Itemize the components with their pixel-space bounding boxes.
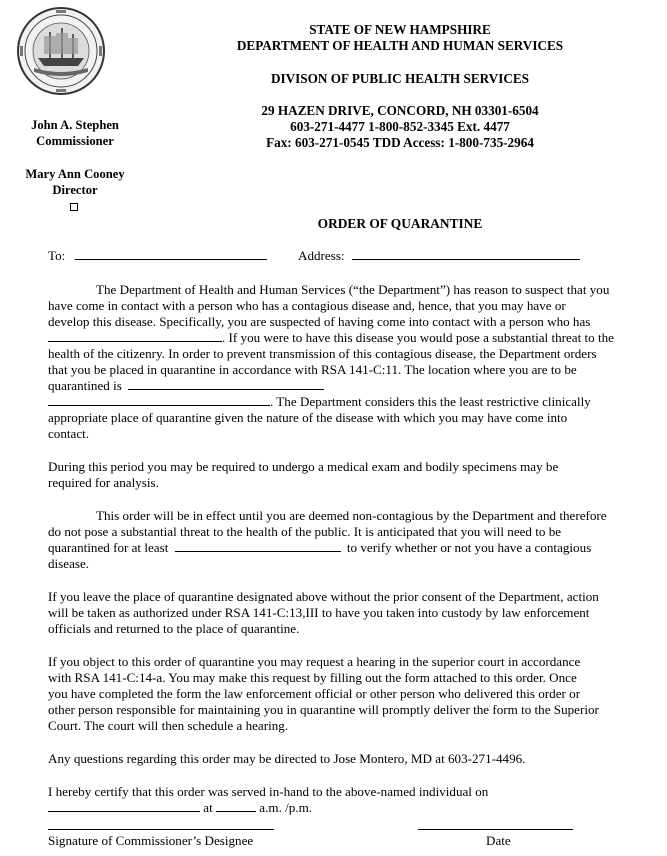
certify-ampm: a.m. /p.m.	[259, 800, 313, 815]
para1-line5: health of the citizenry. In order to prevent transmission of this contagious disease, the Department orders	[48, 346, 597, 361]
para1-line9: appropriate place of quarantine given the nature of the disease with which you may have come into	[48, 410, 568, 425]
para2-line1: During this period you may be required to undergo a medical exam and bodily specimens may be	[48, 459, 559, 474]
para4-line1: If you leave the place of quarantine designated above without the prior consent of the Department, action	[48, 589, 599, 604]
para3-line1: This order will be in effect until you are deemed non-contagious by the Department and therefore	[96, 508, 607, 523]
para1-line1: The Department of Health and Human Services (“the Department”) has reason to suspect that you	[96, 282, 610, 297]
header-department: DEPARTMENT OF HEALTH AND HUMAN SERVICES	[236, 38, 564, 53]
address-field[interactable]	[352, 248, 580, 260]
para3-line3	[48, 540, 591, 556]
para4-line3: officials and returned to the place of quarantine.	[48, 621, 300, 636]
para1-line2: have come in contact with a person who has a contagious disease and, hence, that you may have or	[48, 298, 566, 313]
address-label: Address:	[298, 248, 345, 263]
para3-line3a: quarantined for at least	[48, 540, 169, 555]
para2-line2: required for analysis.	[48, 475, 159, 490]
para1-line7	[48, 378, 324, 394]
para3-line4: disease.	[48, 556, 90, 571]
para1-line8-text: . The Department considers this the least restrictive clinically	[270, 394, 591, 409]
date-line[interactable]	[418, 829, 573, 830]
para1-line7-text: quarantined is	[48, 378, 122, 393]
para5-line1: If you object to this order of quarantine you may request a hearing in the superior court in accordance	[48, 654, 581, 669]
date-label: Date	[486, 833, 511, 848]
director-name: Mary Ann Cooney	[25, 167, 125, 181]
commissioner-title: Commissioner	[36, 134, 114, 148]
para5-line5: Court. The court will then schedule a hearing.	[48, 718, 289, 733]
para1-line3: develop this disease. Specifically, you are suspected of having come into contact with a person who has	[48, 314, 591, 329]
signature-label: Signature of Commissioner’s Designee	[48, 833, 254, 848]
para5-line4: other person responsible for maintaining you in quarantine will promptly deliver the form to the Superior	[48, 702, 599, 717]
para3-line3b: to verify whether or not you have a contagious	[346, 540, 592, 555]
quarantine-location-field-2[interactable]	[48, 394, 270, 406]
served-date-field[interactable]	[48, 800, 200, 812]
certify-line2	[48, 800, 312, 816]
certify-at: at	[203, 800, 213, 815]
state-seal-icon	[16, 6, 106, 96]
served-time-field[interactable]	[216, 800, 256, 812]
header-phones: 603-271-4477 1-800-852-3345 Ext. 4477	[290, 119, 510, 134]
checkbox-bullet	[70, 203, 78, 211]
header-address: 29 HAZEN DRIVE, CONCORD, NH 03301-6504	[261, 103, 539, 118]
to-row	[48, 248, 267, 264]
para5-line3: you have completed the form the law enforcement official or other person who delivered this order or	[48, 686, 581, 701]
para1-line4	[48, 330, 614, 346]
contact-person-field[interactable]	[48, 330, 222, 342]
quarantine-location-field-1[interactable]	[128, 378, 324, 390]
para3-line2: do not pose a substantial threat to the health of the public. It is anticipated that you will need to be	[48, 524, 562, 539]
para1-line10: contact.	[48, 426, 90, 441]
para1-line4-text: . If you were to have this disease you would pose a substantial threat to the	[222, 330, 614, 345]
para5-line2: with RSA 141-C:14-a. You may make this request by filling out the form attached to this order. Once	[48, 670, 577, 685]
to-label: To:	[48, 248, 66, 263]
para4-line2: will be taken as authorized under RSA 141-C:13,III to have you taken into custody by law enforcement	[48, 605, 590, 620]
director-title: Director	[52, 183, 98, 197]
questions-line: Any questions regarding this order may be directed to Jose Montero, MD at 603-271-4496.	[48, 751, 526, 766]
address-row	[298, 248, 580, 264]
header-state: STATE OF NEW HAMPSHIRE	[309, 22, 491, 37]
para1-line8	[48, 394, 591, 410]
commissioner-name: John A. Stephen	[31, 118, 119, 132]
header-division: DIVISON OF PUBLIC HEALTH SERVICES	[271, 71, 529, 86]
signature-line[interactable]	[48, 829, 274, 830]
para1-line6: that you be placed in quarantine in accordance with RSA 141-C:11. The location where you are to be	[48, 362, 577, 377]
header-fax: Fax: 603-271-0545 TDD Access: 1-800-735-2964	[266, 135, 534, 150]
certify-line1: I hereby certify that this order was served in-hand to the above-named individual on	[48, 784, 489, 799]
to-field[interactable]	[75, 248, 267, 260]
quarantine-duration-field[interactable]	[175, 540, 341, 552]
page-title: ORDER OF QUARANTINE	[317, 216, 483, 231]
